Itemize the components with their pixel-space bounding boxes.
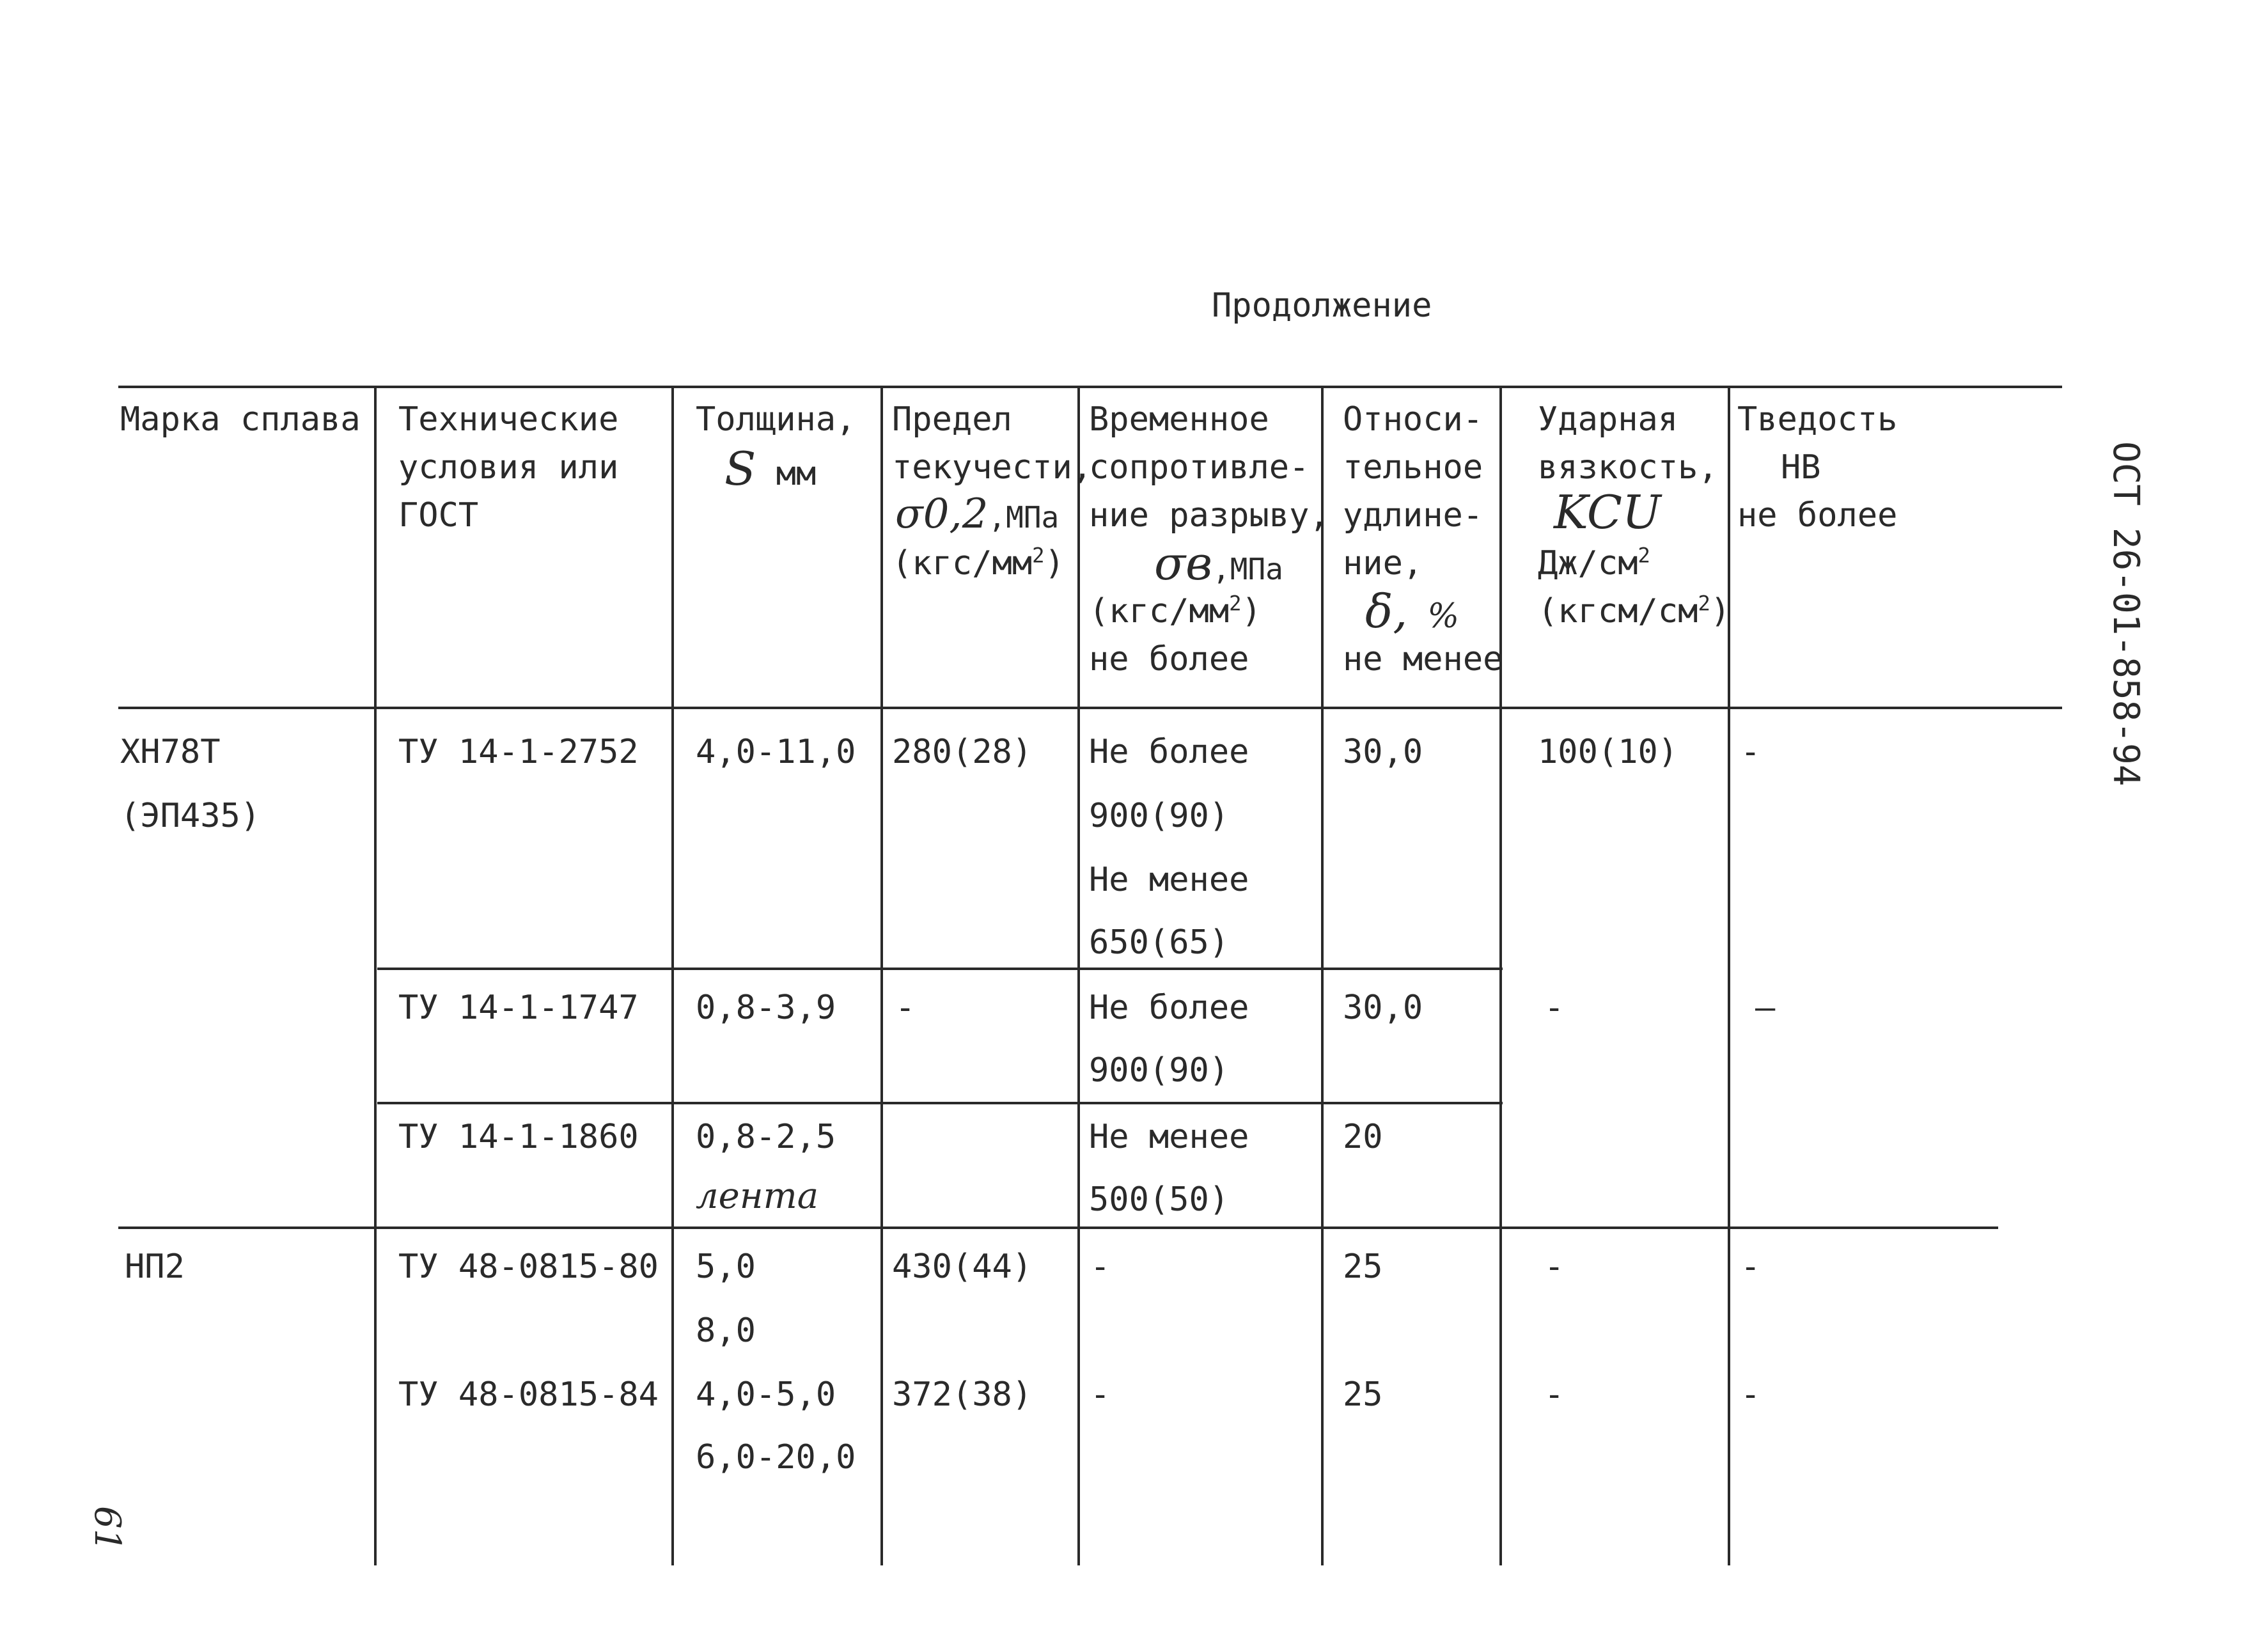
header-tensile-symbol: σв (1154, 537, 1213, 590)
cell-hardness: - (1740, 733, 1761, 771)
header-impact-kgs-sup: 2 (1698, 591, 1710, 616)
header-hardness-line1: Тведость (1737, 400, 1898, 439)
header-tensile-unit: ,МПа (1212, 552, 1283, 586)
cell-impact: - (1544, 989, 1565, 1027)
col-line-4 (1077, 386, 1080, 1565)
cell-tensile-line3: Не менее (1089, 861, 1249, 899)
cell-tensile: - (1090, 1375, 1111, 1414)
header-tensile-note: не более (1089, 640, 1249, 678)
cell-tensile-line4: 650(65) (1089, 923, 1230, 962)
cell-thickness: 0,8-3,9 (696, 989, 836, 1027)
cell-elong: 25 (1343, 1375, 1383, 1414)
header-elong-symbol: δ, (1365, 584, 1408, 638)
cell-tech: ТУ 14-1-1747 (398, 989, 639, 1027)
header-yield-sup: 2 (1032, 543, 1045, 568)
cell-thickness: 0,8-2,5 (696, 1118, 836, 1156)
row-divider-2 (377, 1102, 1503, 1104)
cell-impact: - (1544, 1375, 1565, 1414)
header-tensile-line1: Временное (1089, 400, 1269, 439)
header-tensile-line3: ние разрыву, (1089, 496, 1329, 535)
header-hardness-line3: не более (1737, 496, 1898, 535)
header-yield-close: ) (1044, 544, 1065, 583)
header-impact-kgs: (кгсм/см (1538, 592, 1698, 631)
header-tensile-sup: 2 (1229, 591, 1242, 616)
header-impact-symbol: KCU (1554, 485, 1661, 539)
header-thickness: Толщина, (696, 400, 856, 439)
cell-tensile-line2: 900(90) (1089, 797, 1230, 835)
cell-tech: ТУ 14-1-1860 (398, 1118, 639, 1156)
header-impact-unit-sup: 2 (1638, 543, 1650, 568)
cell-tech: ТУ 14-1-2752 (398, 733, 639, 771)
header-tech-line2: условия или (398, 448, 619, 487)
cell-tensile-line1: Не более (1089, 733, 1249, 771)
header-impact-close: ) (1710, 592, 1731, 631)
cell-elong: 30,0 (1343, 989, 1423, 1027)
cell-elong: 20 (1343, 1118, 1383, 1156)
cell-hardness: - (1740, 1248, 1761, 1286)
header-tensile-close: ) (1241, 592, 1262, 631)
cell-thickness-line2: 6,0-20,0 (696, 1438, 856, 1477)
header-elong-unit: % (1427, 597, 1459, 636)
col-line-5 (1321, 386, 1324, 1565)
cell-thickness-line1: 5,0 (696, 1248, 756, 1286)
continuation-label: Продолжение (1212, 286, 1432, 325)
grade-xn78t: ХН78Т (120, 733, 221, 771)
cell-tech: ТУ 48-0815-80 (398, 1248, 659, 1286)
page-number: 61 (86, 1506, 128, 1552)
header-tech-line3: ГОСТ (398, 496, 479, 535)
cell-impact: 100(10) (1538, 733, 1678, 771)
header-thickness-unit: мм (776, 455, 817, 493)
grade-np2: НП2 (125, 1248, 185, 1286)
cell-yield: 372(38) (892, 1375, 1033, 1414)
header-impact-line1: Ударная (1538, 400, 1678, 439)
col-line-2 (671, 386, 674, 1565)
header-elong-line1: Относи- (1343, 400, 1483, 439)
cell-thickness-note: лента (696, 1175, 819, 1217)
cell-tensile-line2: 900(90) (1089, 1051, 1230, 1090)
cell-hardness: - (1740, 1375, 1761, 1414)
header-impact-line2: вязкость, (1538, 448, 1718, 487)
header-elong-note: не менее (1343, 640, 1503, 678)
header-yield-line2: текучести, (892, 448, 1093, 487)
header-tensile-line2: сопротивле- (1089, 448, 1310, 487)
header-yield-kgs: (кгс/мм (892, 544, 1033, 583)
header-elong-line4: ние, (1343, 544, 1423, 583)
col-line-6 (1499, 386, 1502, 1565)
header-impact-unit: Дж/см (1538, 544, 1638, 583)
cell-yield: 430(44) (892, 1248, 1033, 1286)
grade-xn78t-alias: (ЭП435) (120, 797, 261, 835)
header-tech-line1: Технические (398, 400, 619, 439)
header-elong-line2: тельное (1343, 448, 1483, 487)
document-code: ОСТ 26-01-858-94 (2105, 441, 2147, 787)
cell-impact: - (1544, 1248, 1565, 1286)
header-tensile-kgs: (кгс/мм (1089, 592, 1230, 631)
cell-tensile-line1: Не менее (1089, 1118, 1249, 1156)
header-grade: Марка сплава (120, 400, 361, 439)
cell-thickness: 4,0-11,0 (696, 733, 856, 771)
cell-elong: 25 (1343, 1248, 1383, 1286)
cell-elong: 30,0 (1343, 733, 1423, 771)
header-yield-symbol: σ0,2 (895, 490, 989, 538)
cell-hardness: — (1755, 989, 1776, 1027)
cell-tensile-line1: Не более (1089, 989, 1249, 1027)
header-bottom-rule (118, 707, 2062, 709)
table-top-rule (118, 386, 2062, 388)
header-elong-line3: удлине- (1343, 496, 1483, 535)
cell-yield: 280(28) (892, 733, 1033, 771)
cell-tech: ТУ 48-0815-84 (398, 1375, 659, 1414)
header-thickness-symbol: S (724, 442, 756, 496)
cell-yield: - (895, 989, 916, 1027)
row-divider-1 (377, 968, 1503, 970)
header-yield-unit: ,МПа (988, 500, 1060, 535)
header-hardness-line2: HB (1781, 448, 1821, 487)
cell-tensile-line2: 500(50) (1089, 1180, 1230, 1219)
col-line-1 (374, 386, 377, 1565)
cell-thickness-line1: 4,0-5,0 (696, 1375, 836, 1414)
col-line-3 (880, 386, 883, 1565)
header-yield-line1: Предел (892, 400, 1012, 439)
cell-thickness-line2: 8,0 (696, 1312, 756, 1350)
col-line-7 (1728, 386, 1730, 1565)
group-divider (118, 1226, 1998, 1229)
cell-tensile: - (1090, 1248, 1111, 1286)
